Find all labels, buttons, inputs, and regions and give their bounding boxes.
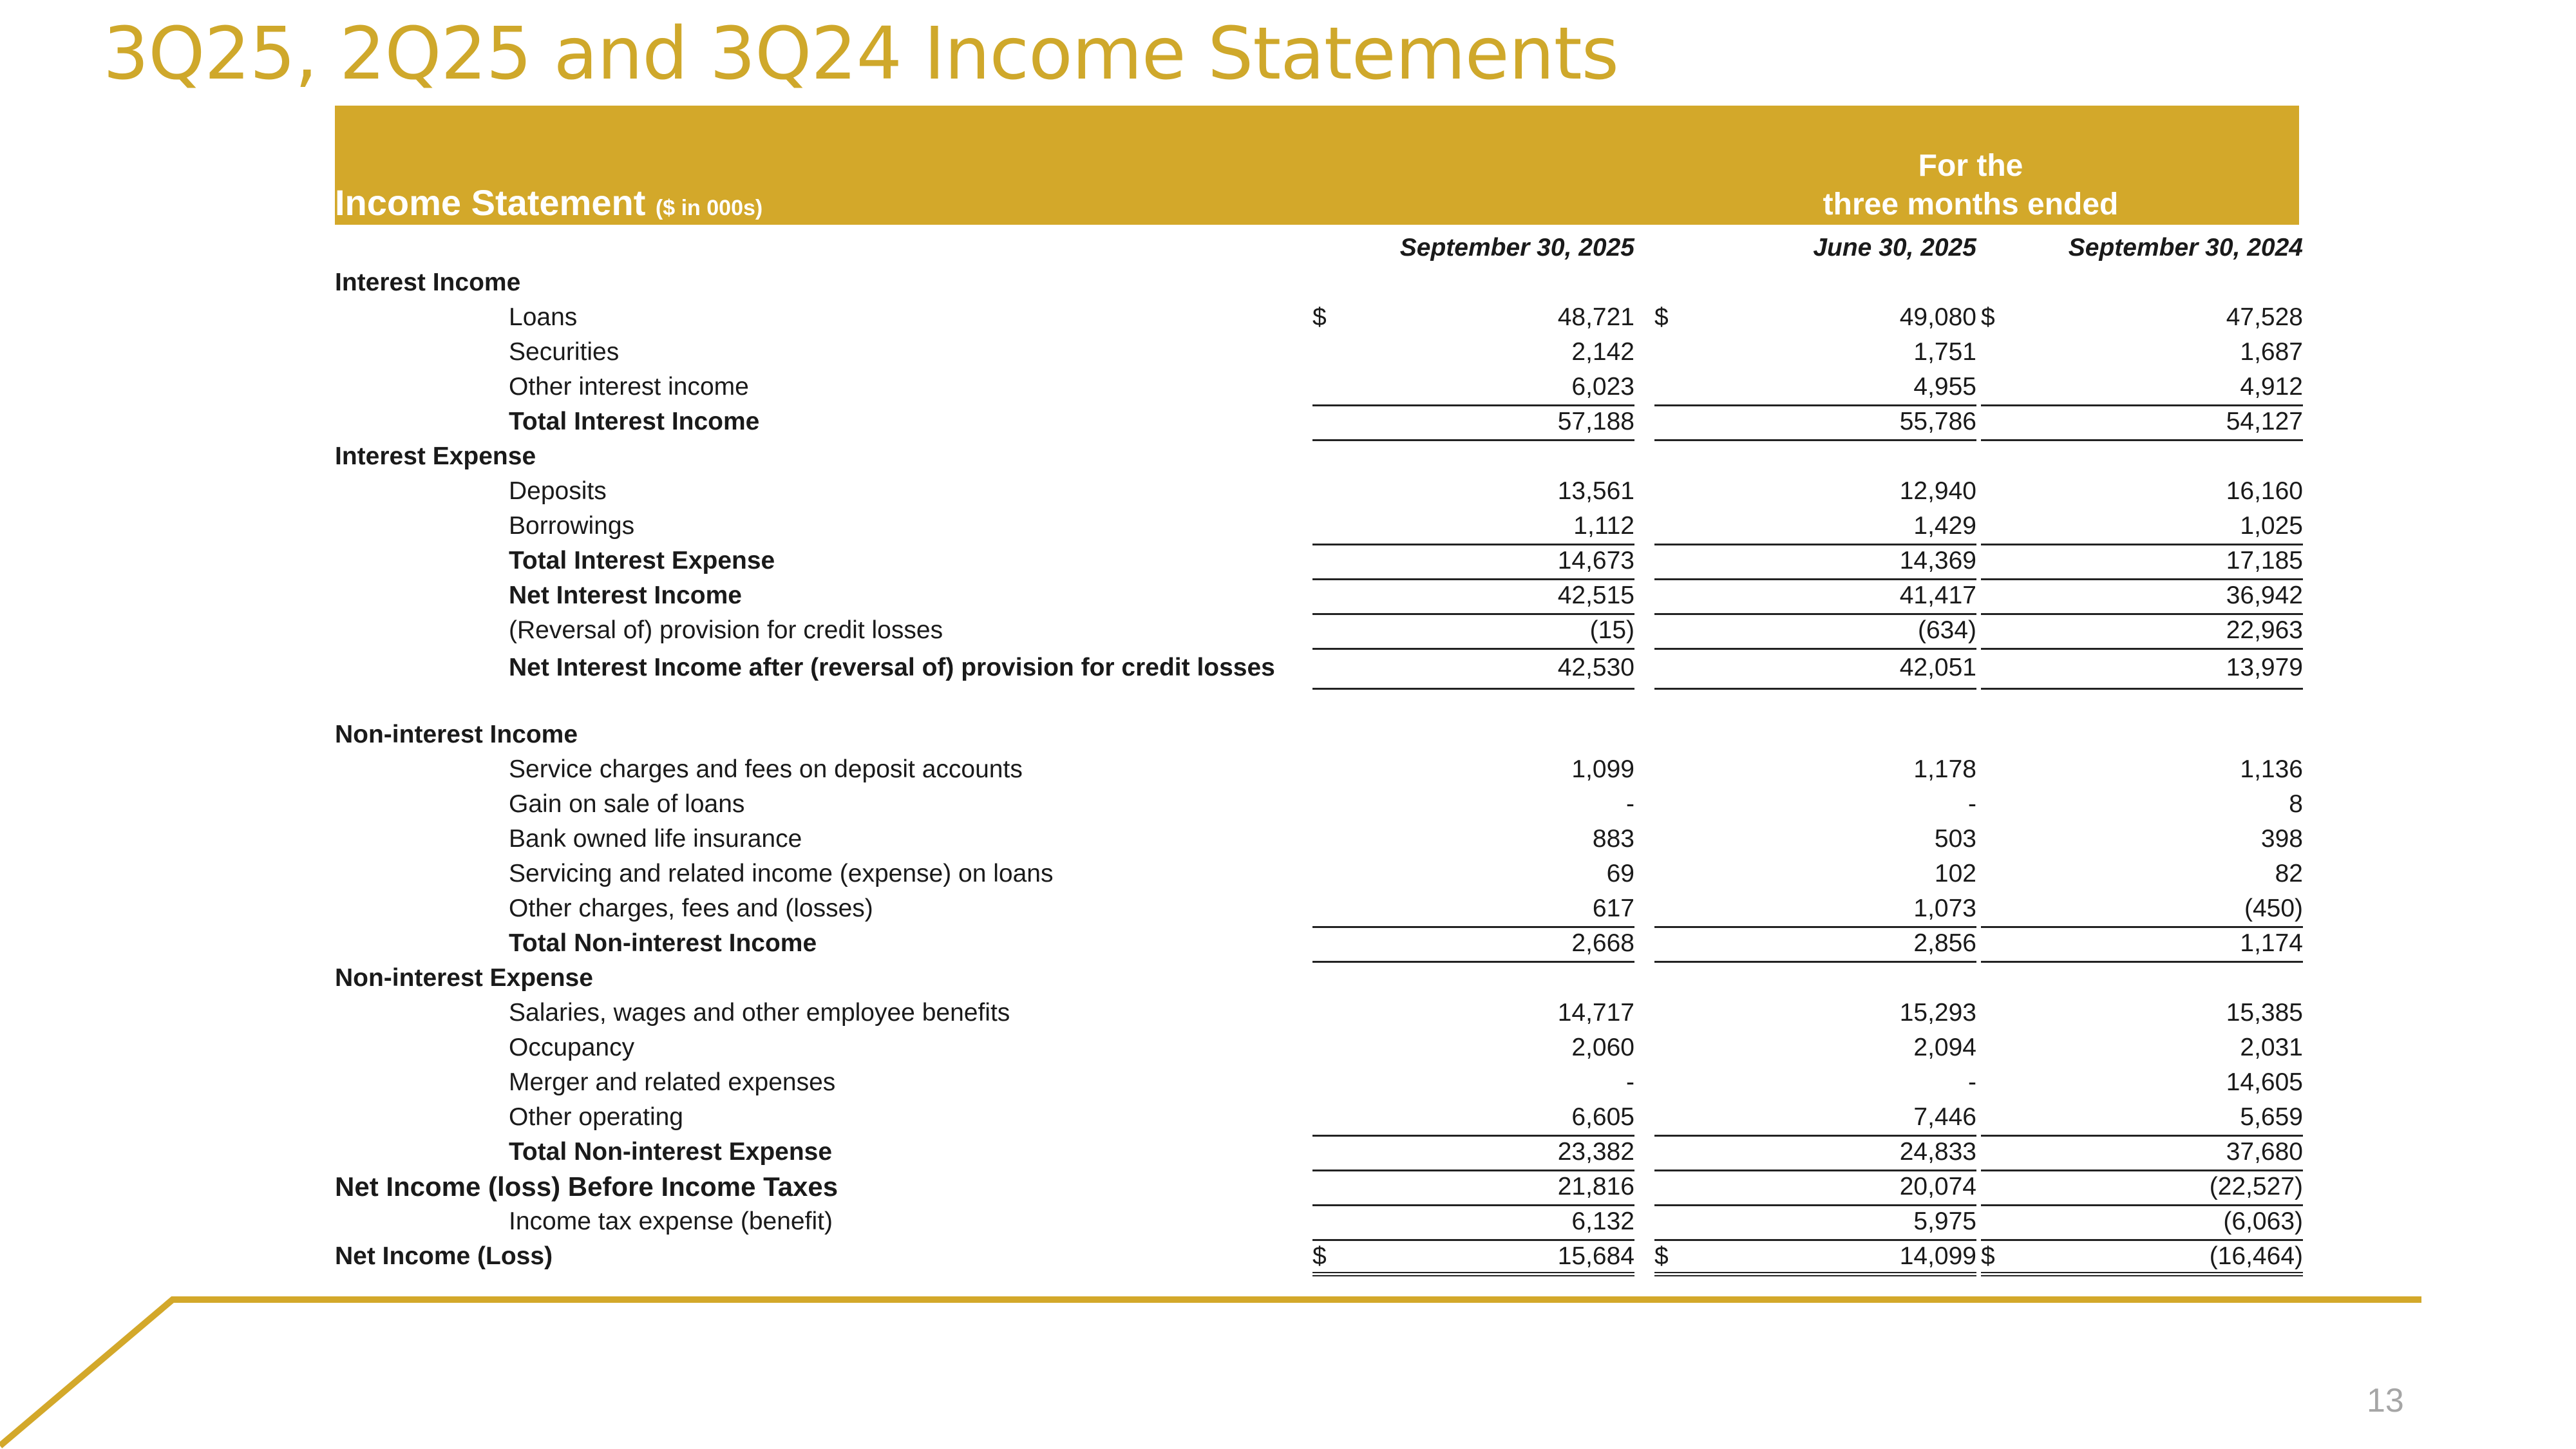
cell-value: 4,912 xyxy=(2240,373,2303,401)
cell-value: 2,031 xyxy=(2240,1034,2303,1061)
cell-value: 617 xyxy=(1592,895,1634,922)
cell-value: 1,073 xyxy=(1913,895,1976,922)
row-label: Total Non-interest Expense xyxy=(509,1138,833,1166)
cell-value: 15,293 xyxy=(1899,999,1976,1027)
row-label: Servicing and related income (expense) on loans xyxy=(509,860,1054,887)
row-label: (Reversal of) provision for credit losses xyxy=(509,616,943,644)
cell-value: 15,385 xyxy=(2226,999,2303,1027)
row-label: Gain on sale of loans xyxy=(509,790,745,818)
cell-value: 1,099 xyxy=(1571,755,1634,783)
cell-value: 398 xyxy=(2260,825,2303,853)
row-label: Net Income (Loss) xyxy=(335,1242,553,1270)
row-label: Net Income (loss) Before Income Taxes xyxy=(335,1171,838,1202)
cell-value: 102 xyxy=(1934,860,1976,887)
period-line-1: For the xyxy=(1918,149,2023,183)
cell-value: 82 xyxy=(2275,860,2303,887)
cell-value: - xyxy=(1968,790,1976,818)
cell-value: 1,174 xyxy=(2240,929,2303,957)
cell-value: (15) xyxy=(1589,616,1634,644)
column-header-text: June 30, 2025 xyxy=(1813,234,1976,261)
cell-value: 55,786 xyxy=(1899,408,1976,435)
cell-value: 37,680 xyxy=(2226,1138,2303,1166)
row-label: Total Interest Income xyxy=(509,408,760,435)
cell-value: 503 xyxy=(1934,825,1976,853)
section-heading: Non-interest Income xyxy=(335,721,578,748)
cell-value: 1,136 xyxy=(2240,755,2303,783)
slide-title: 3Q25, 2Q25 and 3Q24 Income Statements xyxy=(103,12,1618,96)
cell-value: 1,178 xyxy=(1913,755,1976,783)
row-label: Occupancy xyxy=(509,1034,635,1061)
row-label: Net Interest Income after (reversal of) provision for credit losses xyxy=(509,654,1275,681)
cell-value: 14,369 xyxy=(1899,547,1976,574)
row-label: Bank owned life insurance xyxy=(509,825,802,853)
cell-value: 13,979 xyxy=(2226,654,2303,681)
page-number: 13 xyxy=(2367,1382,2404,1419)
cell-value: 54,127 xyxy=(2226,408,2303,435)
cell-value: 42,515 xyxy=(1557,582,1634,609)
row-label: Net Interest Income xyxy=(509,582,742,609)
cell-value: 42,051 xyxy=(1899,654,1976,681)
row-label: Other interest income xyxy=(509,373,749,401)
row-label: Deposits xyxy=(509,477,607,505)
cell-value: 23,382 xyxy=(1557,1138,1634,1166)
column-header-text: September 30, 2024 xyxy=(2068,234,2303,261)
cell-value: 5,659 xyxy=(2240,1103,2303,1131)
currency-symbol: $ xyxy=(1312,1242,1327,1270)
cell-value: 48,721 xyxy=(1557,303,1634,331)
column-header-text: September 30, 2025 xyxy=(1399,234,1634,261)
cell-value: 20,074 xyxy=(1899,1173,1976,1200)
currency-symbol: $ xyxy=(1654,1242,1669,1270)
cell-value: 42,530 xyxy=(1557,654,1634,681)
section-heading: Interest Income xyxy=(335,269,521,296)
currency-symbol: $ xyxy=(1654,303,1669,331)
row-label: Borrowings xyxy=(509,512,635,540)
cell-value: (450) xyxy=(2244,895,2303,922)
cell-value: 2,668 xyxy=(1571,929,1634,957)
row-label: Other operating xyxy=(509,1103,684,1131)
cell-value: 21,816 xyxy=(1557,1173,1634,1200)
statement-title: Income Statement xyxy=(335,182,646,223)
cell-value: 49,080 xyxy=(1899,303,1976,331)
period-line-2: three months ended xyxy=(1823,187,2119,222)
cell-value: 47,528 xyxy=(2226,303,2303,331)
cell-value: 1,112 xyxy=(1573,512,1634,540)
section-heading: Non-interest Expense xyxy=(335,964,593,992)
row-label: Total Non-interest Income xyxy=(509,929,817,957)
cell-value: 16,160 xyxy=(2226,477,2303,505)
cell-value: 6,605 xyxy=(1571,1103,1634,1131)
cell-value: 14,605 xyxy=(2226,1068,2303,1096)
cell-value: 36,942 xyxy=(2226,582,2303,609)
cell-value: 1,687 xyxy=(2240,338,2303,366)
cell-value: (6,063) xyxy=(2223,1208,2303,1235)
cell-value: 2,856 xyxy=(1913,929,1976,957)
cell-value: 5,975 xyxy=(1913,1208,1976,1235)
cell-value: 22,963 xyxy=(2226,616,2303,644)
cell-value: - xyxy=(1626,1068,1634,1096)
cell-value: 13,561 xyxy=(1557,477,1634,505)
cell-value: 2,060 xyxy=(1571,1034,1634,1061)
cell-value: 1,751 xyxy=(1913,338,1976,366)
cell-value: - xyxy=(1626,790,1634,818)
cell-value: 8 xyxy=(2289,790,2303,818)
cell-value: 1,025 xyxy=(2240,512,2303,540)
cell-value: 12,940 xyxy=(1899,477,1976,505)
cell-value: 4,955 xyxy=(1913,373,1976,401)
cell-value: 17,185 xyxy=(2226,547,2303,574)
cell-value: 6,023 xyxy=(1571,373,1634,401)
cell-value: (16,464) xyxy=(2209,1242,2303,1270)
cell-value: - xyxy=(1968,1068,1976,1096)
cell-value: 15,684 xyxy=(1557,1242,1634,1270)
row-label: Salaries, wages and other employee benefits xyxy=(509,999,1010,1027)
cell-value: 69 xyxy=(1606,860,1634,887)
row-label: Income tax expense (benefit) xyxy=(509,1208,833,1235)
cell-value: 14,673 xyxy=(1557,547,1634,574)
unit-note: ($ in 000s) xyxy=(655,196,763,220)
cell-value: (22,527) xyxy=(2209,1173,2303,1200)
cell-value: 14,717 xyxy=(1557,999,1634,1027)
row-label: Loans xyxy=(509,303,578,331)
cell-value: 2,142 xyxy=(1571,338,1634,366)
cell-value: 883 xyxy=(1592,825,1634,853)
cell-value: 1,429 xyxy=(1913,512,1976,540)
cell-value: 24,833 xyxy=(1899,1138,1976,1166)
currency-symbol: $ xyxy=(1981,303,1995,331)
row-label: Service charges and fees on deposit accounts xyxy=(509,755,1023,783)
currency-symbol: $ xyxy=(1981,1242,1995,1270)
row-label: Merger and related expenses xyxy=(509,1068,836,1096)
cell-value: 57,188 xyxy=(1557,408,1634,435)
row-label: Total Interest Expense xyxy=(509,547,775,574)
section-heading: Interest Expense xyxy=(335,442,536,470)
cell-value: 41,417 xyxy=(1899,582,1976,609)
cell-value: 14,099 xyxy=(1899,1242,1976,1270)
cell-value: (634) xyxy=(1917,616,1976,644)
cell-value: 7,446 xyxy=(1913,1103,1976,1131)
row-label: Securities xyxy=(509,338,620,366)
row-label: Other charges, fees and (losses) xyxy=(509,895,873,922)
currency-symbol: $ xyxy=(1312,303,1327,331)
cell-value: 6,132 xyxy=(1571,1208,1634,1235)
cell-value: 2,094 xyxy=(1913,1034,1976,1061)
